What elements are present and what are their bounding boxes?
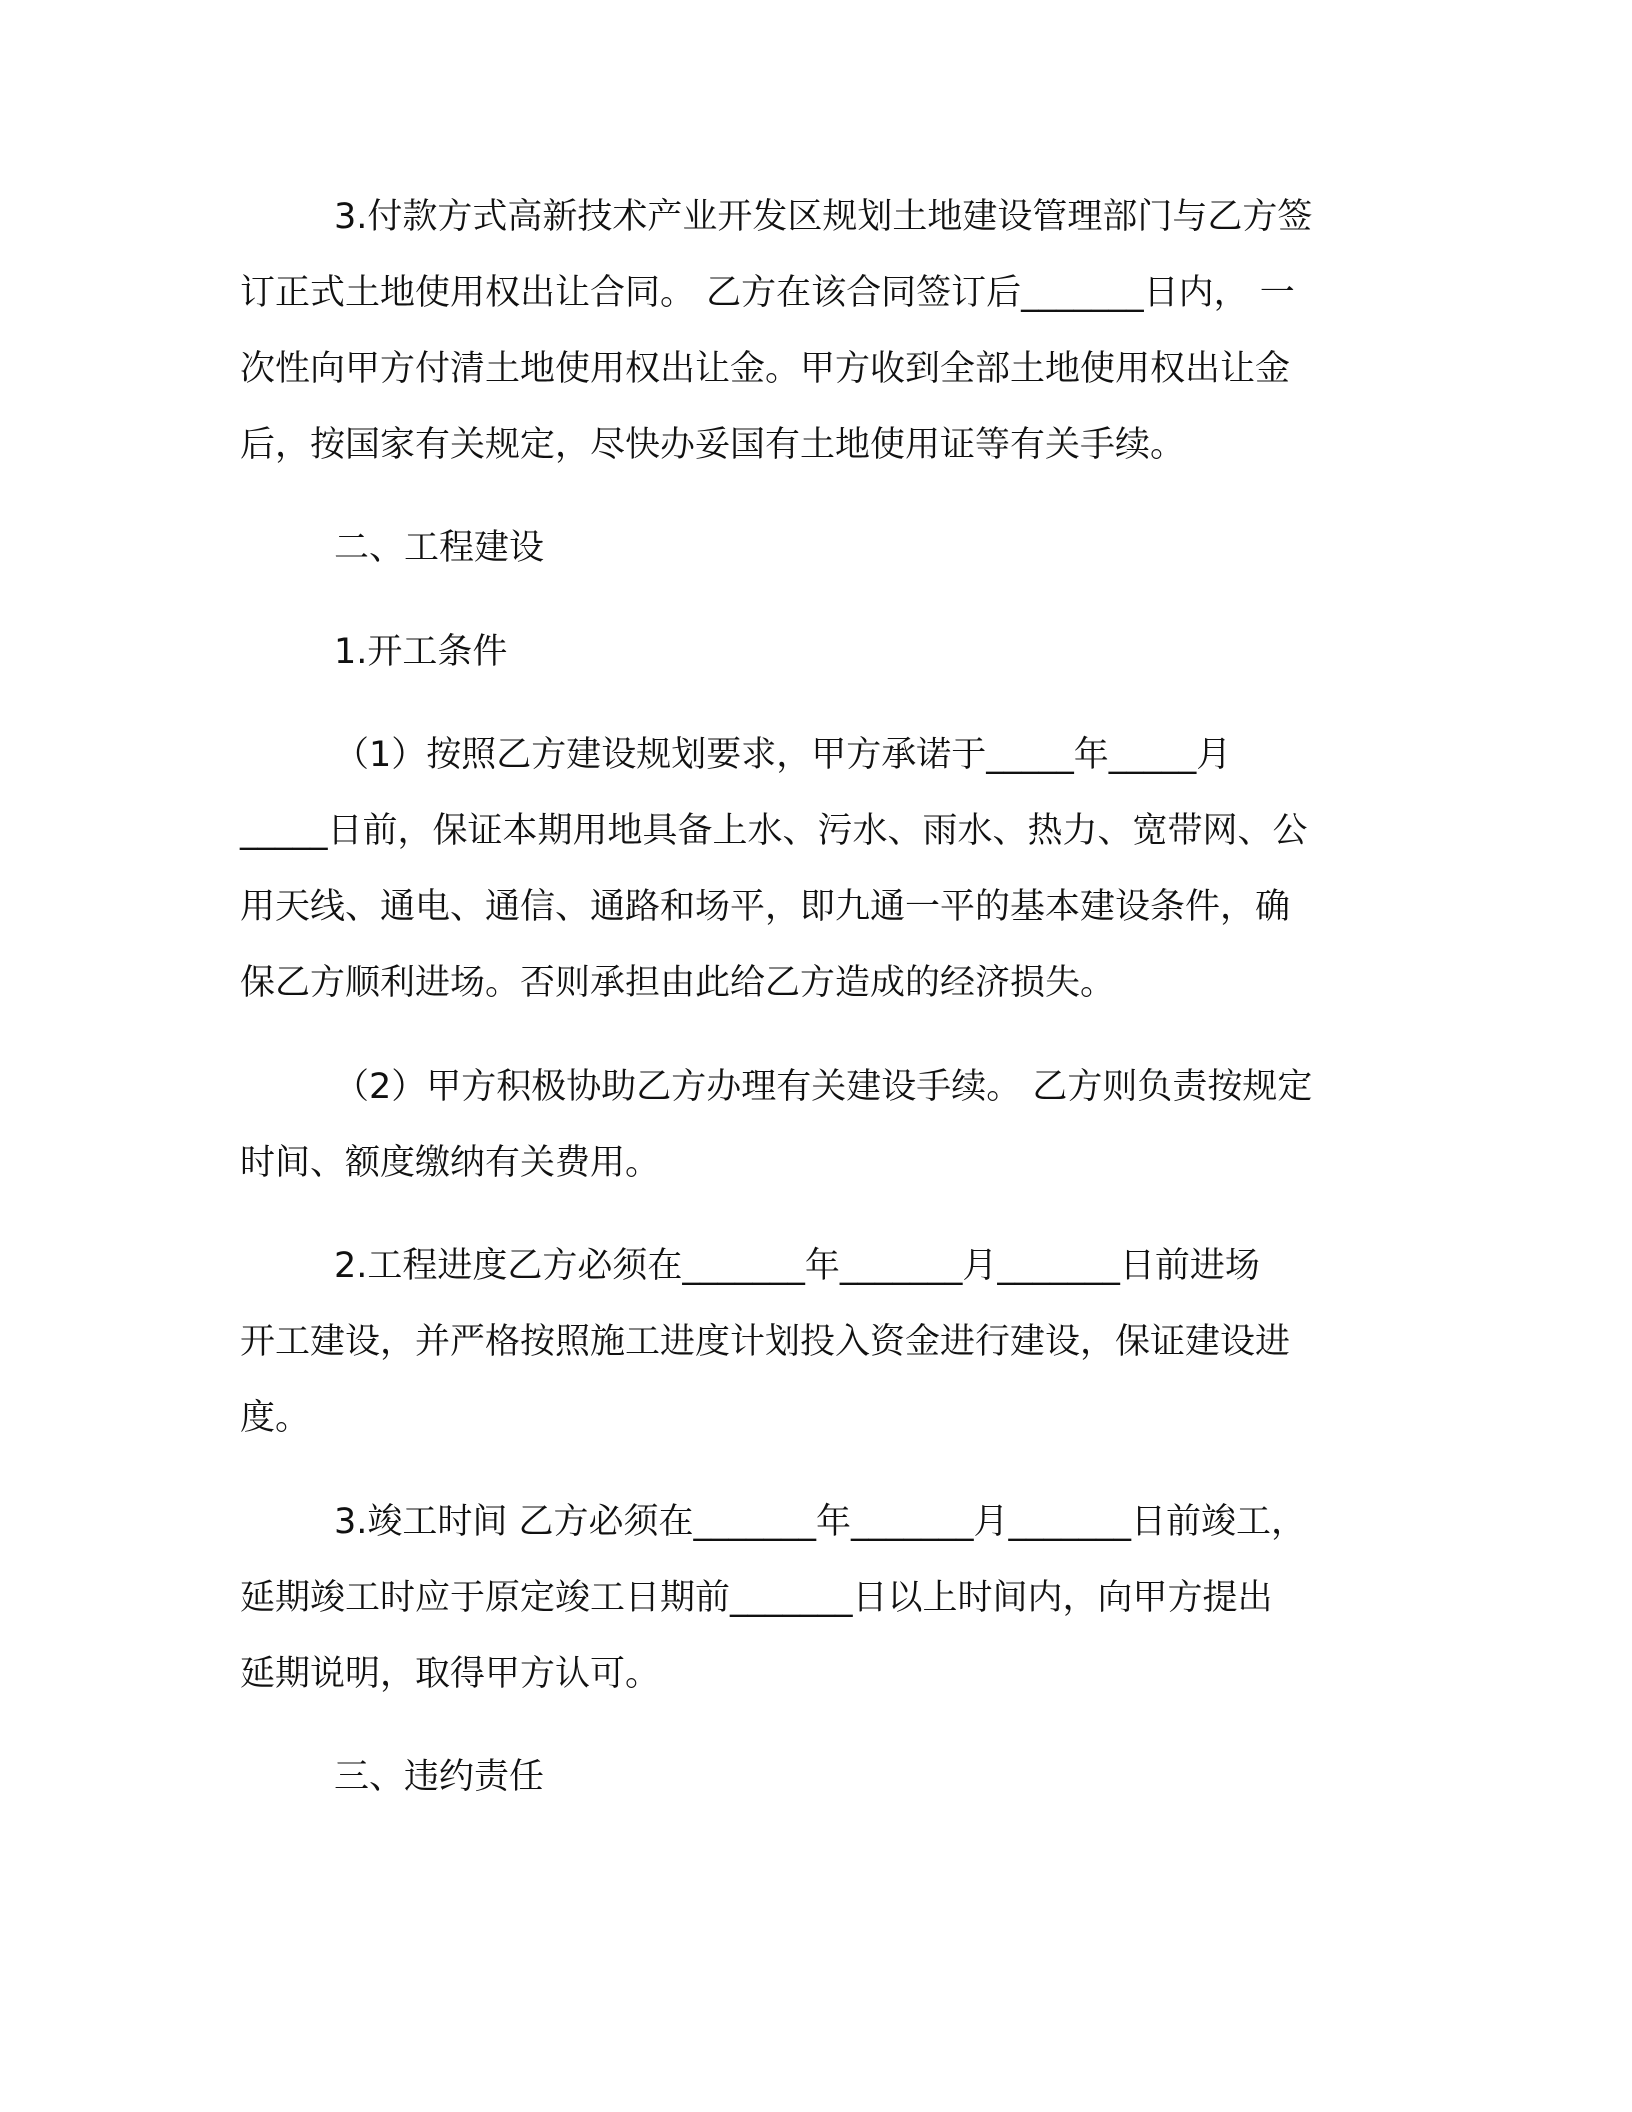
condition-1-line-2: _____日前，保证本期用地具备上水、污水、雨水、热力、宽带网、公 (240, 811, 1308, 851)
schedule-clause-line-2: 开工建设，并严格按照施工进度计划投入资金进行建设，保证建设进 (240, 1322, 1291, 1362)
condition-1-line-1: （1）按照乙方建设规划要求，甲方承诺于_____年_____月 (334, 735, 1232, 775)
completion-clause-line-3: 延期说明，取得甲方认可。 (240, 1654, 661, 1694)
schedule-clause-line-3: 度。 (240, 1398, 311, 1438)
condition-2-line-1: （2）甲方积极协助乙方办理有关建设手续。 乙方则负责按规定 (334, 1067, 1313, 1107)
section-3-heading: 三、违约责任 (334, 1757, 545, 1797)
completion-clause-line-1: 3.竣工时间 乙方必须在_______年_______月_______日前竣工， (334, 1502, 1307, 1542)
condition-2-line-2: 时间、额度缴纳有关费用。 (240, 1143, 661, 1183)
payment-clause-line-3: 次性向甲方付清土地使用权出让金。甲方收到全部土地使用权出让金 (240, 349, 1291, 389)
section-2-heading: 二、工程建设 (334, 528, 545, 568)
condition-1-line-4: 保乙方顺利进场。否则承担由此给乙方造成的经济损失。 (240, 963, 1116, 1003)
payment-clause-line-2: 订正式土地使用权出让合同。 乙方在该合同签订后_______日内， 一 (240, 273, 1295, 313)
payment-clause-line-4: 后，按国家有关规定，尽快办妥国有土地使用证等有关手续。 (240, 425, 1186, 465)
payment-clause-line-1: 3.付款方式高新技术产业开发区规划土地建设管理部门与乙方签 (334, 197, 1313, 237)
construction-conditions-heading: 1.开工条件 (334, 632, 508, 672)
schedule-clause-line-1: 2.工程进度乙方必须在_______年_______月_______日前进场 (334, 1246, 1260, 1286)
completion-clause-line-2: 延期竣工时应于原定竣工日期前_______日以上时间内，向甲方提出 (240, 1578, 1273, 1618)
condition-1-line-3: 用天线、通电、通信、通路和场平，即九通一平的基本建设条件，确 (240, 887, 1291, 927)
